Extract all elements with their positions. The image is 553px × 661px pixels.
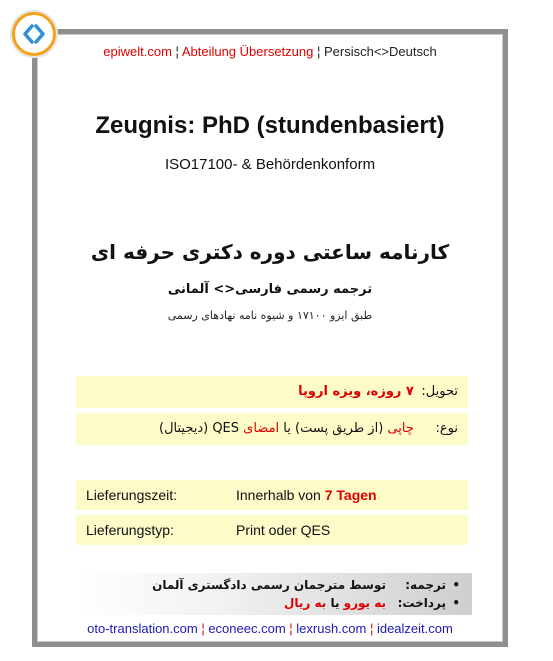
footer-link-lexrush[interactable]: lexrush.com	[296, 621, 367, 636]
persian-delivery-row: تحویل: ۷ روزه، ویزه اروپا	[76, 376, 468, 408]
footer-link-econeec[interactable]: econeec.com	[208, 621, 286, 636]
payment-info-item: •پرداخت:به یورو یا به ریال	[283, 596, 460, 610]
site-link[interactable]: epiwelt.com	[103, 44, 172, 59]
persian-subtitle: ترجمه رسمی فارسی<> آلمانی	[167, 282, 373, 297]
service-info-box	[76, 573, 472, 615]
language-pair: Persisch<>Deutsch	[323, 44, 437, 59]
footer-link-oto-translation[interactable]: oto-translation.com	[87, 621, 198, 636]
german-delivery-time-row: Lieferungszeit: Innerhalb von 7 Tagen	[76, 480, 468, 510]
document-subtitle: ISO17100- & Behördenkonform	[164, 156, 376, 173]
translation-info-item: •ترجمه:توسط مترجمان رسمی دادگستری آلمان	[152, 578, 460, 592]
persian-type-row: نوع: چاپی (از طریق پست) یا امضای QES (دیجیتال)	[76, 413, 468, 445]
footer-links: oto-translation.com ¦ econeec.com ¦ lexrush.com ¦ idealzeit.com	[87, 621, 453, 636]
persian-standard-note: طبق ایزو ۱۷۱۰۰ و شیوه نامه نهادهای رسمی	[167, 309, 373, 322]
document-title: Zeugnis: PhD (stundenbasiert)	[95, 112, 445, 139]
header-links: epiwelt.com ¦ Abteilung Übersetzung ¦ Persisch<>Deutsch	[103, 44, 437, 59]
footer-link-idealzeit[interactable]: idealzeit.com	[376, 621, 453, 636]
department-link[interactable]: Abteilung Übersetzung	[181, 44, 314, 59]
persian-title: کارنامه ساعتی دوره دکتری حرفه ای	[90, 240, 450, 264]
german-delivery-type-row: Lieferungstyp: Print oder QES	[76, 515, 468, 545]
